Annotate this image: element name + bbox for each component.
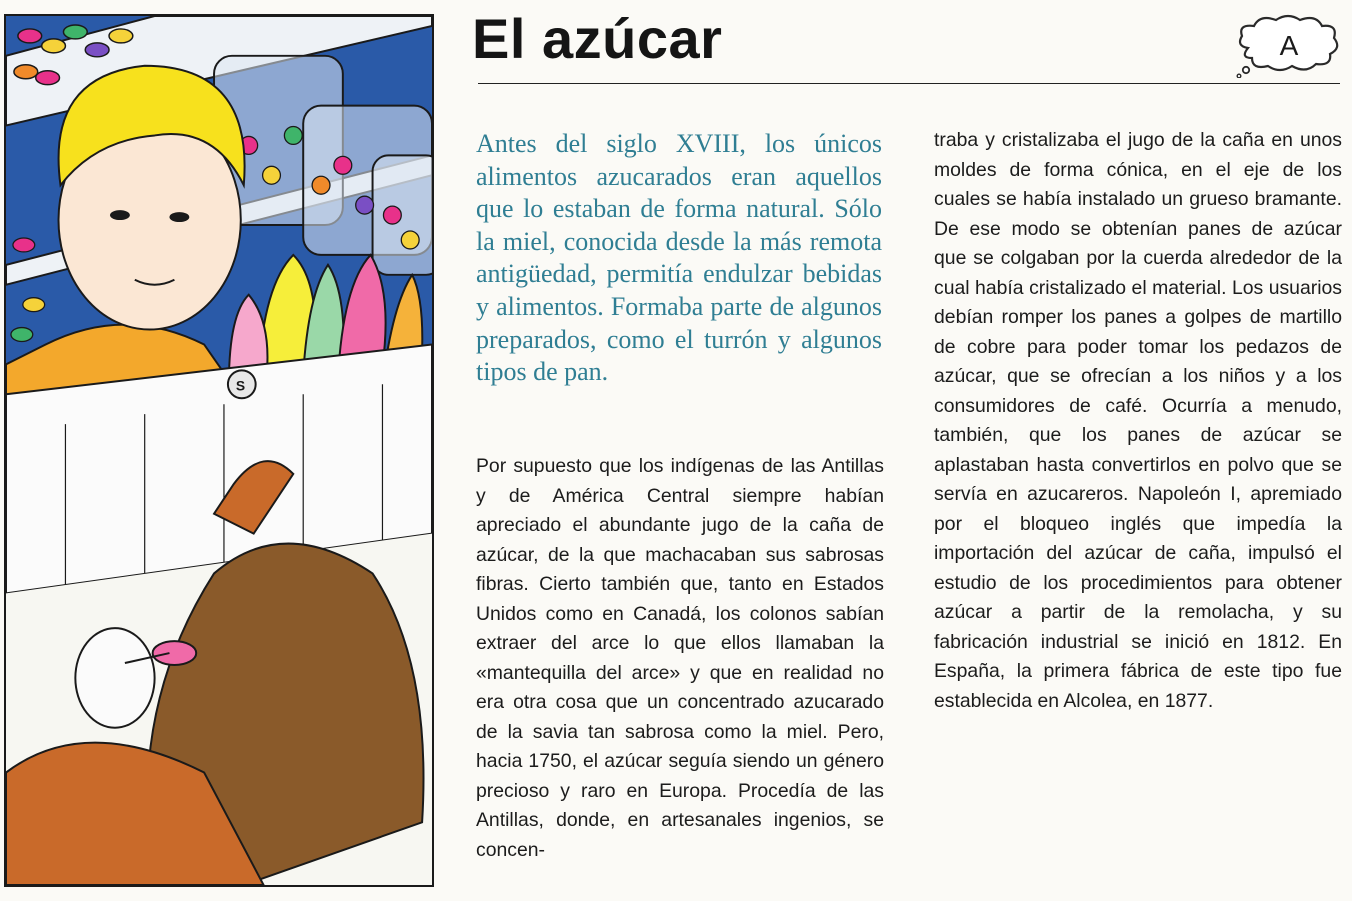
intro-paragraph: Antes del siglo XVIII, los únicos alimentos azucarados eran aquellos que lo estaban de forma natural. Sólo la miel, conocida desde la más remota antigüedad, permitía endulzar bebidas y alimentos. Formaba parte de algunos preparados, como el turrón y algunos tipos de pan. bbox=[476, 129, 882, 387]
page-title: El azúcar bbox=[472, 7, 723, 70]
body-column-right: traba y cristalizaba el jugo de la caña en unos moldes de forma cónica, en el eje de los cuales se había instalado un grueso bramante. De ese modo se obtenían panes de azúcar que se colgaban por la cuerda alrededor de la cual había cristalizado el material. Los usuarios debían romper los panes a golpes de martillo de cobre para poder tomar los pedazos de azúcar, que se ofrecían a los niños y a los consumidores de café. Ocurría a menudo, también, que los panes de azúcar se aplastaban hasta convertirlos en polvo que se servía en azucareros. Napoleón I, apremiado por el bloqueo inglés que impedía la importación del azúcar de caña, impulsó el estudio de los procedimientos para obtener azúcar a partir de la remolacha, y su fabricación industrial se inició en 1812. En España, la primera fábrica de este tipo fue establecida en Alcolea, en 1877. bbox=[934, 129, 1342, 712]
candy-shop-illustration bbox=[4, 14, 434, 887]
coin-mark: S bbox=[235, 377, 246, 394]
badge-letter: A bbox=[1279, 30, 1299, 61]
section-badge bbox=[1234, 12, 1344, 78]
title-divider bbox=[478, 83, 1340, 84]
body-column-left: Por supuesto que los indígenas de las Antillas y de América Central siempre habían apreciado el abundante jugo de la caña de azúcar, de la que machacaban sus sabrosas fibras. Cierto también que, tanto en Estados Unidos como en Canadá, los colonos sabían extraer del arce lo que ellos llamaban la «mantequilla del arce» y que en realidad no era otra cosa que un concentrado azucarado de la savia tan sabrosa como la miel. Pero, hacia 1750, el azúcar seguía siendo un género precioso y raro en Europa. Procedía de las Antillas, donde, en artesanales ingenios, se concen- bbox=[476, 455, 884, 861]
